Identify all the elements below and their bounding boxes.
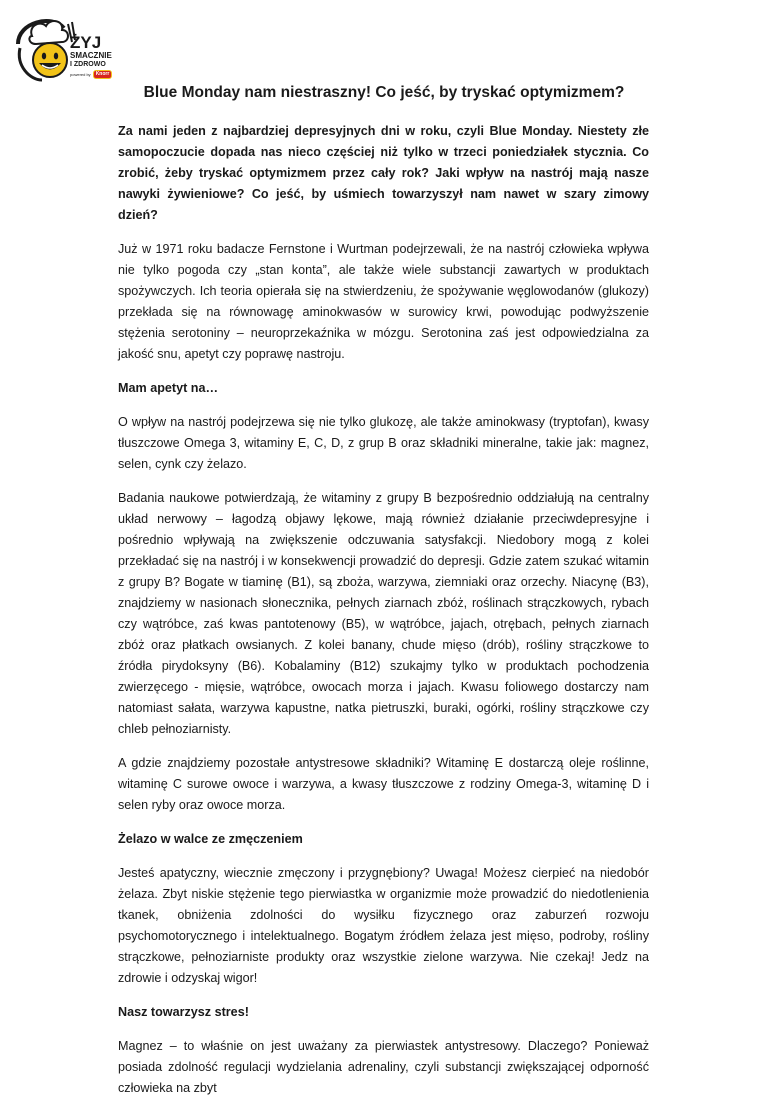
paragraph-4: A gdzie znajdziemy pozostałe antystresowe składniki? Witaminę E dostarczą oleje roślinne, witaminę C surowe owoce i warzywa, a kwasy tłuszczowe z rodziny Omega-3, witaminę D i selen ryby oraz owoce morza. [118,756,649,812]
article-body [118,121,649,1112]
logo-line3: I ZDROWO [70,61,106,68]
article-title: Blue Monday nam niestraszny! Co jeść, by tryskać optymizmem? [143,84,625,101]
paragraph-5: Jesteś apatyczny, wiecznie zmęczony i przygnębiony? Uwaga! Możesz cierpieć na niedobór żelaza. Zbyt niskie stężenie tego pierwiastka w organizmie może prowadzić do niedotlenienia tkanek, obniżenia zdolności do wysiłku fizycznego oraz zaburzeń rozwoju psychomotorycznego i intelektualnego. Bogatym źródłem żelaza jest mięso, podroby, rośliny strączkowe, pełnoziarniste produkty oraz wszystkie zielone warzywa. Nie czekaj! Jedz na zdrowie i odzyskaj wigor! [118,866,649,985]
zyj-smacznie-logo [12,14,130,94]
paragraph-3: Badania naukowe potwierdzają, że witaminy z grupy B bezpośrednio oddziałują na centralny układ nerwowy – łagodzą objawy lękowe, mają również działanie przeciwdepresyjne i pośrednio wpływają na zwiększenie odczuwania satysfakcji. Niedobory mogą z kolei przekładać się na nastrój i w konsekwencji prowadzić do depresji. Gdzie zatem szukać witamin z grupy B? Bogate w tiaminę (B1), są zboża, warzywa, ziemniaki oraz orzechy. Niacynę (B3), znajdziemy w nasionach słonecznika, pełnych ziarnach zbóż, roślinach strączkowych, rybach czy wątróbce, zaś kwas pantotenowy (B5), w wątróbce, jajach, otrębach, pełnych ziarnach zbóż oraz płatkach owsianych. Z kolei banany, chude mięso (drób), rośliny strączkowe to źródła pirydoksyny (B6). Kobalaminy (B12) szukajmy tylko w produktach pochodzenia zwierzęcego - mięsie, wątróbce, owocach morza i jajach. Kwasu foliowego dostarczy nam natomiast sałata, warzywa kapustne, natka pietruszki, buraki, ogórki, rośliny strączkowe czy chleb pełnoziarnisty. [118,491,649,736]
logo-line1: ŻYJ [70,33,102,52]
paragraph-1: Już w 1971 roku badacze Fernstone i Wurtman podejrzewali, że na nastrój człowieka wpływa nie tylko pogoda czy „stan konta”, ale także wiele substancji zawartych w produktach spożywczych. Ich teoria opierała się na stwierdzeniu, że spożywanie węglowodanów (glukozy) przekłada się na równowagę aminokwasów w surowicy krwi, powodując podwyższenie stężenia serotoniny – neuroprzekaźnika w mózgu. Serotonina zaś jest odpowiedzialna za jakość snu, apetyt czy poprawę nastroju. [118,242,649,361]
section-heading-stress: Nasz towarzysz stres! [118,1005,249,1019]
knorr-badge: Knorr [93,70,113,79]
paragraph-6: Magnez – to właśnie on jest uważany za pierwiastek antystresowy. Dlaczego? Ponieważ posiada zdolność regulacji wydzielania adrenaliny, czyli substancji zwiększającej odporność człowieka na zbyt [118,1039,649,1095]
section-heading-appetite: Mam apetyt na… [118,381,219,395]
section-heading-iron: Żelazo w walce ze zmęczeniem [118,832,303,846]
paragraph-2: O wpływ na nastrój podejrzewa się nie tylko glukozę, ale także aminokwasy (tryptofan), kwasy tłuszczowe Omega 3, witaminy E, C, D, z grup B oraz składniki mineralne, takie jak: magnez, selen, cynk czy żelazo. [118,415,649,471]
logo-powered-by: powered by [70,71,91,77]
article-lead: Za nami jeden z najbardziej depresyjnych dni w roku, czyli Blue Monday. Niestety złe samopoczucie dopada nas nieco częściej niż tylko w trzeci poniedziałek stycznia. Co zrobić, żeby tryskać optymizmem przez cały rok? Jaki wpływ na nastrój mają nasze nawyki żywieniowe? Co jeść, by uśmiech towarzyszył nam nawet w szary zimowy dzień? [118,124,649,222]
logo-line2: SMACZNIE [70,51,112,60]
